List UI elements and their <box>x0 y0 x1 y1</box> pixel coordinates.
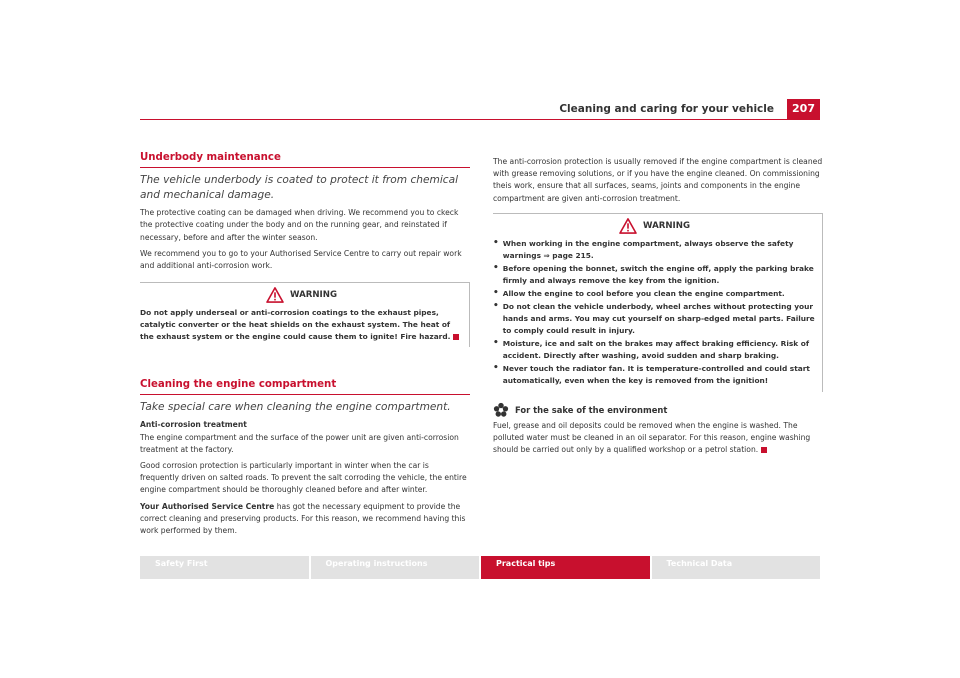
environment-flower-icon <box>493 402 509 418</box>
right-column <box>493 156 823 460</box>
warning-label: WARNING <box>643 220 690 231</box>
page-number: 207 <box>787 99 820 119</box>
left-column <box>140 152 470 541</box>
warning-box <box>140 282 470 347</box>
warning-item: • Moisture, ice and salt on the brakes may affect braking efficiency. Risk of accident. Directly after washing, avoid sudden and sharp braking. <box>493 337 810 360</box>
warning-triangle-icon <box>619 218 637 234</box>
warning-header <box>493 218 816 234</box>
paragraph: The engine compartment and the surface of the power unit are given anti-corrosion treatment at the factory. <box>140 432 459 454</box>
environment-header <box>493 402 823 418</box>
warning-item: • Never touch the radiator fan. It is temperature-controlled and could start automatically, even when the key is removed from the ignition! <box>493 362 810 385</box>
footer-tab-operating-instructions[interactable]: Operating instructions <box>311 556 480 579</box>
warning-box <box>493 213 823 392</box>
paragraph: The protective coating can be damaged when driving. We recommend you to ckeck the protective coating under the body and on the running gear, and reinstated if necessary, before and after the winter season. <box>140 208 459 242</box>
footer-tab-practical-tips[interactable]: Practical tips <box>481 556 650 579</box>
paragraph: Your Authorised Service Centre has got the necessary equipment to provide the correct cleaning and preserving products. For this reason, we recommend having this work performed by them. <box>140 501 466 536</box>
section-subtitle-engine: Take special care when cleaning the engine compartment. <box>140 401 451 414</box>
section-title-underbody: Underbody maintenance <box>140 152 470 168</box>
warning-triangle-icon <box>266 287 284 303</box>
warning-text: Do not apply underseal or anti-corrosion coatings to the exhaust pipes, catalytic converter or the heat shields on the exhaust system. The heat of the exhaust system or the engine could cause them to ignite! Fire hazard. <box>140 307 463 343</box>
warning-label: WARNING <box>290 290 337 301</box>
paragraph: We recommend you to go to your Authorised Service Centre to carry out repair work and additional anti-corrosion work. <box>140 248 462 271</box>
warning-list <box>493 238 816 387</box>
section-subtitle-underbody: The vehicle underbody is coated to protect it from chemical and mechanical damage. <box>140 174 459 202</box>
section-end-marker <box>453 334 459 340</box>
section-title-engine: Cleaning the engine compartment <box>140 379 470 395</box>
footer-tab-safety-first[interactable]: Safety First <box>140 556 309 579</box>
warning-item: • When working in the engine compartment, always observe the safety warnings ⇒ page 215. <box>493 237 794 260</box>
paragraph: The anti-corrosion protection is usually removed if the engine compartment is cleaned with grease removing solutions, or if you have the engine cleaned. On commissioning theis work, ensure that all surfaces, seams, joints and components in the engine compartment are given anti-corrosion treatment. <box>493 157 823 203</box>
paragraph: Good corrosion protection is particularly important in winter when the car is frequently driven on salted roads. To prevent the salt corroding the vehicle, the entire engine compartment should be thoroughly cleaned before and after winter. <box>140 461 467 495</box>
header-title: Cleaning and caring for your vehicle <box>559 103 774 115</box>
environment-text: Fuel, grease and oil deposits could be removed when the engine is washed. The polluted water must be cleaned in an oil separator. For this reason, engine washing should be carried out only by a qualified workshop or a petrol station. <box>493 420 811 455</box>
footer-tab-technical-data[interactable]: Technical Data <box>652 556 821 579</box>
footer-nav <box>140 556 820 579</box>
warning-item: • Do not clean the vehicle underbody, wheel arches without protecting your hands and arms. You may cut yourself on sharp-edged metal parts. Failure to comply could result in injury. <box>493 300 815 335</box>
subheading: Anti-corrosion treatment <box>140 420 247 430</box>
header-divider <box>140 119 820 120</box>
warning-item: • Before opening the bonnet, switch the engine off, apply the parking brake firmly and always remove the key from the ignition. <box>493 262 814 285</box>
warning-header <box>140 287 463 303</box>
warning-item: • Allow the engine to cool before you clean the engine compartment. <box>493 287 785 298</box>
section-end-marker <box>761 447 767 453</box>
environment-title: For the sake of the environment <box>515 404 668 415</box>
